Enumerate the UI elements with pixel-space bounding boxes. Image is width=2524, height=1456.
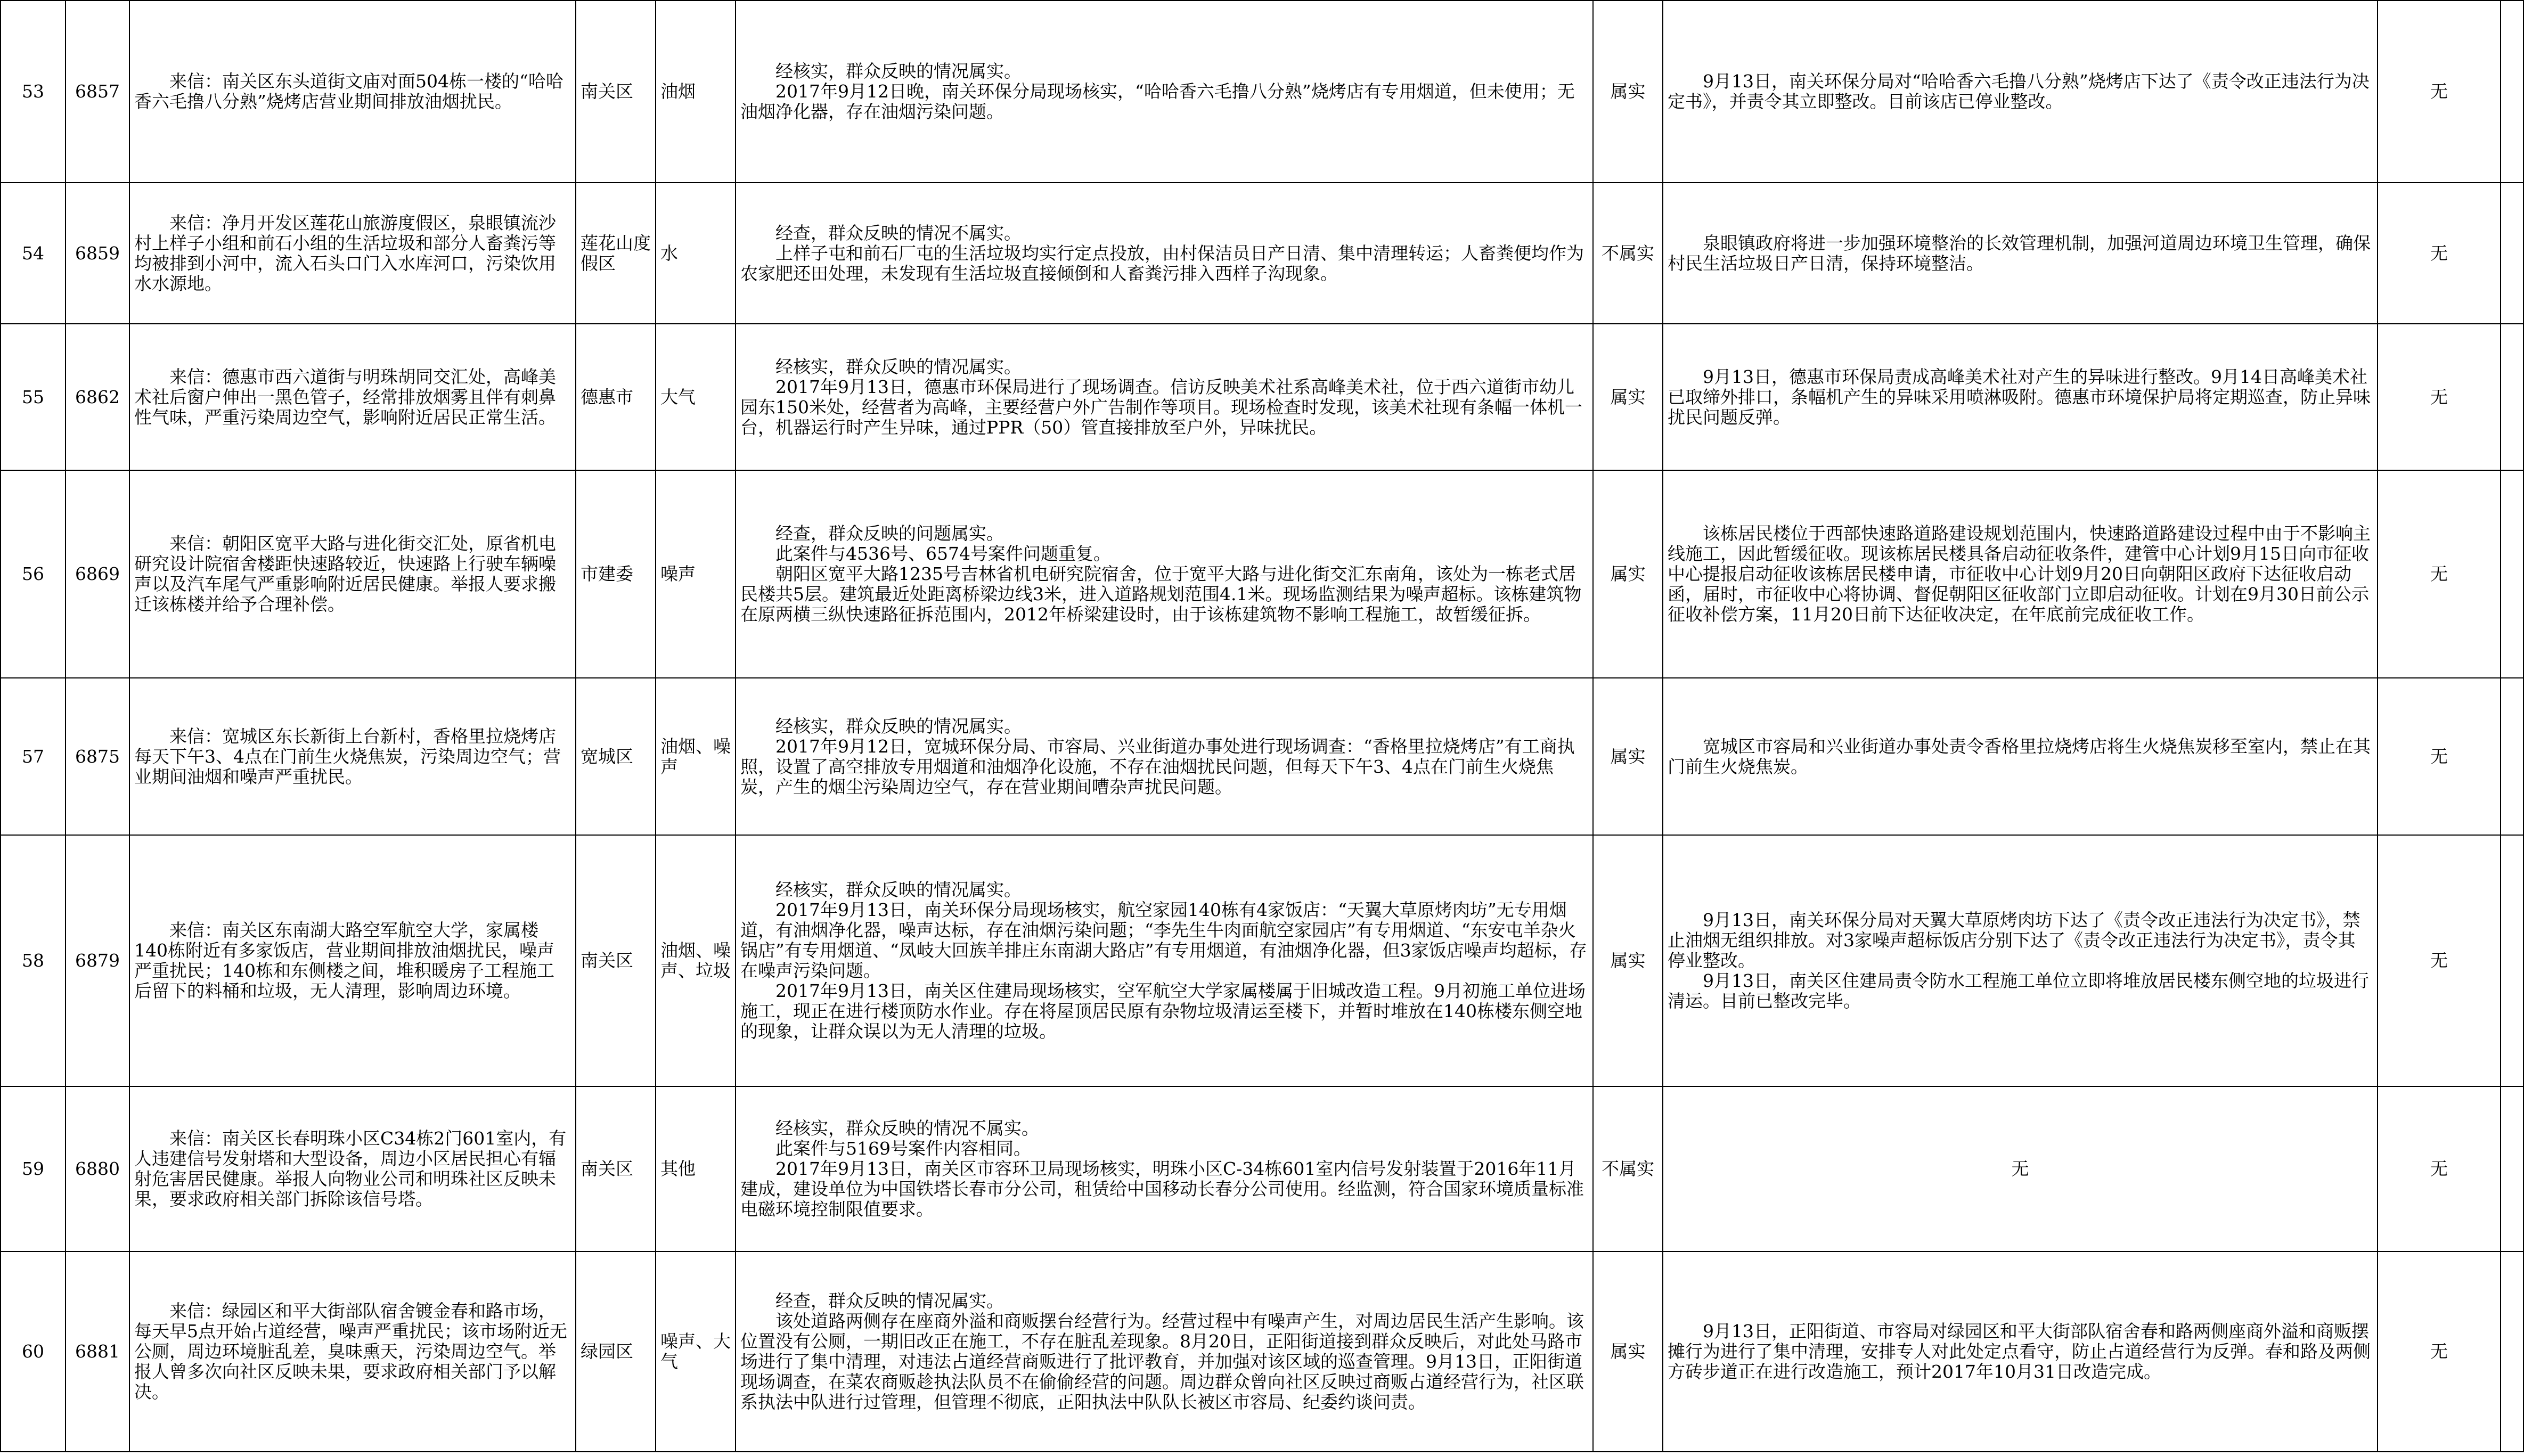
verdict-cell: 属实 bbox=[1593, 835, 1663, 1086]
complaint-cell bbox=[129, 1, 576, 183]
pollution-type-cell: 其他 bbox=[656, 1086, 736, 1251]
empty-cell bbox=[2501, 324, 2523, 470]
action-cell-paragraph: 宽城区市容局和兴业街道办事处责令香格里拉烧烤店将生火烧焦炭移至室内，禁止在其门前生火烧焦炭。 bbox=[1668, 735, 2371, 777]
findings-cell-paragraph: 经核实，群众反映的情况属实。 bbox=[775, 715, 1022, 737]
action-cell bbox=[1663, 678, 2378, 835]
case-id-cell: 6880 bbox=[66, 1086, 129, 1251]
table-row bbox=[1, 183, 2523, 324]
row-number-cell: 56 bbox=[1, 470, 66, 678]
action-cell bbox=[1663, 324, 2378, 470]
pollution-type-cell: 油烟、噪声、垃圾 bbox=[656, 835, 736, 1086]
remark-cell: 无 bbox=[2378, 835, 2501, 1086]
complaint-text: 来信：南关区东南湖大路空军航空大学，家属楼140栋附近有多家饭店，营业期间排放油烟扰民，噪声严重扰民；140栋和东侧楼之间，堆积暖房子工程施工后留下的料桶和垃圾，无人清理，影响周边环境。 bbox=[134, 920, 554, 1001]
pollution-type-cell: 油烟、噪声 bbox=[656, 678, 736, 835]
findings-cell-paragraph: 朝阳区宽平大路1235号吉林省机电研究院宿舍，位于宽平大路与进化街交汇东南角，该处为一栋老式居民楼共5层。建筑最近处距离桥梁边线3米，进入道路规划范围4.1米。现场监测结果为噪声超标。该栋建筑物在原两横三纵快速路征拆范围内，2012年桥梁建设时，由于该栋建筑物不影响工程施工，故暂缓征拆。 bbox=[740, 563, 1582, 625]
complaint-cell bbox=[129, 324, 576, 470]
empty-cell bbox=[2501, 183, 2523, 324]
row-number-cell: 57 bbox=[1, 678, 66, 835]
action-cell-paragraph: 9月13日，正阳街道、市容局对绿园区和平大街部队宿舍春和路两侧座商外溢和商贩摆摊行为进行了集中清理，安排专人对此处定点看守，防止占道经营行为反弹。春和路及两侧方砖步道正在进行改造施工，预计2017年10月31日改造完成。 bbox=[1668, 1321, 2371, 1382]
case-id-cell: 6857 bbox=[66, 1, 129, 183]
findings-cell-paragraph: 经核实，群众反映的情况不属实。 bbox=[775, 1118, 1039, 1139]
district-cell: 绿园区 bbox=[576, 1251, 656, 1452]
findings-cell-paragraph: 经查，群众反映的情况属实。 bbox=[775, 1290, 1004, 1311]
pollution-type-cell: 噪声、大气 bbox=[656, 1251, 736, 1452]
findings-cell-paragraph: 此案件与5169号案件内容相同。 bbox=[775, 1138, 1031, 1159]
table-row bbox=[1, 1, 2523, 183]
complaint-text: 来信：宽城区东长新街上台新村，香格里拉烧烤店每天下午3、4点在门前生火烧焦炭，污染周边空气；营业期间油烟和噪声严重扰民。 bbox=[134, 725, 561, 787]
case-id-cell: 6862 bbox=[66, 324, 129, 470]
findings-cell-paragraph: 经核实，群众反映的情况属实。 bbox=[775, 61, 1022, 81]
action-cell bbox=[1663, 1, 2378, 183]
verdict-cell: 属实 bbox=[1593, 678, 1663, 835]
table-row bbox=[1, 678, 2523, 835]
row-number-cell: 54 bbox=[1, 183, 66, 324]
action-cell-paragraph: 9月13日，南关环保分局对天翼大草原烤肉坊下达了《责令改正违法行为决定书》，禁止油烟无组织排放。对3家噪声超标饭店分别下达了《责令改正违法行为决定书》，责令其停业整改。 bbox=[1668, 910, 2360, 971]
empty-cell bbox=[2501, 470, 2523, 678]
remark-cell: 无 bbox=[2378, 470, 2501, 678]
findings-cell-paragraph: 2017年9月12日，宽城环保分局、市容局、兴业街道办事处进行现场调查：“香格里拉烧烤店”有工商执照，设置了高空排放专用烟道和油烟净化设施，不存在油烟扰民问题，但每天下午3、4点在门前生火烧焦炭，产生的烟尘污染周边空气，存在营业期间嘈杂声扰民问题。 bbox=[740, 735, 1575, 797]
district-cell: 南关区 bbox=[576, 1086, 656, 1251]
district-cell: 宽城区 bbox=[576, 678, 656, 835]
district-cell: 南关区 bbox=[576, 835, 656, 1086]
remark-cell: 无 bbox=[2378, 678, 2501, 835]
action-cell bbox=[1663, 183, 2378, 324]
table-row bbox=[1, 1086, 2523, 1251]
row-number-cell: 59 bbox=[1, 1086, 66, 1251]
remark-cell: 无 bbox=[2378, 324, 2501, 470]
findings-cell-paragraph: 2017年9月13日，南关区住建局现场核实，空军航空大学家属楼属于旧城改造工程。9月初施工单位进场施工，现正在进行楼顶防水作业。存在将屋顶居民原有杂物垃圾清运至楼下，并暂时堆放在140栋楼东侧空地的现象，让群众误以为无人清理的垃圾。 bbox=[740, 980, 1586, 1042]
complaint-cell bbox=[129, 678, 576, 835]
verdict-cell: 属实 bbox=[1593, 324, 1663, 470]
action-cell bbox=[1663, 470, 2378, 678]
complaint-text: 来信：南关区东头道街文庙对面504栋一楼的“哈哈香六毛撸八分熟”烧烤店营业期间排放油烟扰民。 bbox=[134, 71, 563, 112]
complaint-cell bbox=[129, 470, 576, 678]
district-cell: 德惠市 bbox=[576, 324, 656, 470]
complaint-text: 来信：净月开发区莲花山旅游度假区，泉眼镇流沙村上样子小组和前石小组的生活垃圾和部分人畜粪污等均被排到小河中，流入石头口门入水库河口，污染饮用水水源地。 bbox=[134, 212, 556, 294]
row-number-cell: 58 bbox=[1, 835, 66, 1086]
row-number-cell: 60 bbox=[1, 1251, 66, 1452]
empty-cell bbox=[2501, 835, 2523, 1086]
pollution-type-cell: 水 bbox=[656, 183, 736, 324]
complaint-text: 来信：南关区长春明珠小区C34栋2门601室内，有人违建信号发射塔和大型设备，周边小区居民担心有辐射危害居民健康。举报人向物业公司和明珠社区反映未果，要求政府相关部门拆除该信号塔。 bbox=[134, 1128, 567, 1209]
complaint-text: 来信：朝阳区宽平大路与进化街交汇处，原省机电研究设计院宿舍楼距快速路较近，快速路上行驶车辆噪声以及汽车尾气严重影响附近居民健康。举报人要求搬迁该栋楼并给予合理补偿。 bbox=[134, 533, 556, 615]
findings-cell-paragraph: 经查，群众反映的情况不属实。 bbox=[775, 222, 1022, 243]
case-id-cell: 6879 bbox=[66, 835, 129, 1086]
table-row bbox=[1, 835, 2523, 1086]
findings-cell bbox=[736, 470, 1593, 678]
verdict-cell: 属实 bbox=[1593, 470, 1663, 678]
action-cell-paragraph: 该栋居民楼位于西部快速路道路建设规划范围内，快速路道路建设过程中由于不影响主线施工，因此暂缓征收。现该栋居民楼具备启动征收条件，建管中心计划9月15日向市征收中心提报启动征收该栋居民楼申请，市征收中心计划9月20日向朝阳区政府下达征收启动函，届时，市征收中心将协调、督促朝阳区征收部门立即启动征收。计划在9月30日前公示征收补偿方案，11月20日前下达征收决定，在年底前完成征收工作。 bbox=[1668, 523, 2371, 625]
table-body bbox=[1, 1, 2523, 1452]
findings-cell-paragraph: 该处道路两侧存在座商外溢和商贩摆台经营行为。经营过程中有噪声产生，对周边居民生活产生影响。该位置没有公厕，一期旧改正在施工，不存在脏乱差现象。8月20日，正阳街道接到群众反映后，对此处马路市场进行了集中清理，对违法占道经营商贩进行了批评教育，并加强对该区域的巡查管理。9月13日，正阳街道现场调查，在菜农商贩趁执法队员不在偷偷经营的问题。周边群众曾向社区反映过商贩占道经营行为，社区联系执法中队进行过管理，但管理不彻底，正阳执法中队队长被区市容局、纪委约谈问责。 bbox=[740, 1311, 1584, 1412]
district-cell: 莲花山度假区 bbox=[576, 183, 656, 324]
action-cell-paragraph: 9月13日，南关环保分局对“哈哈香六毛撸八分熟”烧烤店下达了《责令改正违法行为决定书》，并责令其立即整改。目前该店已停业整改。 bbox=[1668, 71, 2370, 112]
action-cell-paragraph: 无 bbox=[2011, 1158, 2029, 1179]
action-cell bbox=[1663, 835, 2378, 1086]
case-id-cell: 6859 bbox=[66, 183, 129, 324]
row-number-cell: 55 bbox=[1, 324, 66, 470]
findings-cell-paragraph: 2017年9月12日晚，南关环保分局现场核实，“哈哈香六毛撸八分熟”烧烤店有专用烟道，但未使用；无油烟净化器，存在油烟污染问题。 bbox=[740, 81, 1575, 122]
findings-cell-paragraph: 经查，群众反映的问题属实。 bbox=[775, 523, 1004, 544]
empty-cell bbox=[2501, 678, 2523, 835]
complaint-cell bbox=[129, 1251, 576, 1452]
findings-cell bbox=[736, 1251, 1593, 1452]
remark-cell: 无 bbox=[2378, 1086, 2501, 1251]
empty-cell bbox=[2501, 1251, 2523, 1452]
action-cell-paragraph: 9月13日，南关区住建局责令防水工程施工单位立即将堆放居民楼东侧空地的垃圾进行清运。目前已整改完毕。 bbox=[1668, 970, 2369, 1011]
remark-cell: 无 bbox=[2378, 183, 2501, 324]
action-cell-paragraph: 泉眼镇政府将进一步加强环境整治的长效管理机制，加强河道周边环境卫生管理，确保村民生活垃圾日产日清，保持环境整洁。 bbox=[1668, 232, 2371, 274]
action-cell bbox=[1663, 1086, 2378, 1251]
table-row bbox=[1, 324, 2523, 470]
district-cell: 南关区 bbox=[576, 1, 656, 183]
case-id-cell: 6875 bbox=[66, 678, 129, 835]
case-id-cell: 6869 bbox=[66, 470, 129, 678]
district-cell: 市建委 bbox=[576, 470, 656, 678]
empty-cell bbox=[2501, 1086, 2523, 1251]
findings-cell-paragraph: 2017年9月13日，南关区市容环卫局现场核实，明珠小区C-34栋601室内信号发射装置于2016年11月建成，建设单位为中国铁塔长春市分公司，租赁给中国移动长春分公司使用。经监测，符合国家环境质量标准电磁环境控制限值要求。 bbox=[740, 1158, 1584, 1220]
verdict-cell: 属实 bbox=[1593, 1251, 1663, 1452]
findings-cell-paragraph: 2017年9月13日，南关环保分局现场核实，航空家园140栋有4家饭店：“天翼大草原烤肉坊”无专用烟道，有油烟净化器，噪声达标，存在油烟污染问题；“李先生牛肉面航空家园店”有专用烟道、“东安屯羊杂火锅店”有专用烟道、“凤岐大回族羊排庄东南湖大路店”有专用烟道，有油烟净化器，但3家饭店噪声均超标，存在噪声污染问题。 bbox=[740, 899, 1587, 981]
verdict-cell: 不属实 bbox=[1593, 1086, 1663, 1251]
verdict-cell: 属实 bbox=[1593, 1, 1663, 183]
findings-cell bbox=[736, 324, 1593, 470]
action-cell bbox=[1663, 1251, 2378, 1452]
complaint-text: 来信：绿园区和平大街部队宿舍镀金春和路市场，每天早5点开始占道经营，噪声严重扰民；该市场附近无公厕，周边环境脏乱差，臭味熏天，污染周边空气。举报人曾多次向社区反映未果，要求政府相关部门予以解决。 bbox=[134, 1300, 567, 1402]
complaint-text: 来信：德惠市西六道街与明珠胡同交汇处，高峰美术社后窗户伸出一黑色管子，经常排放烟雾且伴有刺鼻性气味，严重污染周边空气，影响附近居民正常生活。 bbox=[134, 366, 556, 428]
findings-cell-paragraph: 此案件与4536号、6574号案件问题重复。 bbox=[775, 543, 1111, 564]
complaint-cell bbox=[129, 183, 576, 324]
findings-cell-paragraph: 2017年9月13日，德惠市环保局进行了现场调查。信访反映美术社系高峰美术社，位于西六道街市幼儿园东150米处，经营者为高峰，主要经营户外广告制作等项目。现场检查时发现，该美术社现有条幅一体机一台，机器运行时产生异味，通过PPR（50）管直接排放至户外，异味扰民。 bbox=[740, 376, 1582, 438]
pollution-type-cell: 大气 bbox=[656, 324, 736, 470]
complaint-cell bbox=[129, 1086, 576, 1251]
table-row bbox=[1, 1251, 2523, 1452]
findings-cell bbox=[736, 1, 1593, 183]
findings-cell bbox=[736, 678, 1593, 835]
findings-cell-paragraph: 上样子屯和前石厂屯的生活垃圾均实行定点投放，由村保洁员日产日清、集中清理转运；人畜粪便均作为农家肥还田处理，未发现有生活垃圾直接倾倒和人畜粪污排入西样子沟现象。 bbox=[740, 242, 1584, 284]
pollution-type-cell: 噪声 bbox=[656, 470, 736, 678]
remark-cell: 无 bbox=[2378, 1251, 2501, 1452]
action-cell-paragraph: 9月13日，德惠市环保局责成高峰美术社对产生的异味进行整改。9月14日高峰美术社已取缔外排口，条幅机产生的异味采用喷淋吸附。德惠市环境保护局将定期巡查，防止异味扰民问题反弹。 bbox=[1668, 366, 2371, 428]
case-id-cell: 6881 bbox=[66, 1251, 129, 1452]
table-row bbox=[1, 470, 2523, 678]
verdict-cell: 不属实 bbox=[1593, 183, 1663, 324]
findings-cell-paragraph: 经核实，群众反映的情况属实。 bbox=[775, 356, 1022, 377]
pollution-type-cell: 油烟 bbox=[656, 1, 736, 183]
empty-cell bbox=[2501, 1, 2523, 183]
complaint-cell bbox=[129, 835, 576, 1086]
remark-cell: 无 bbox=[2378, 1, 2501, 183]
findings-cell bbox=[736, 183, 1593, 324]
row-number-cell: 53 bbox=[1, 1, 66, 183]
findings-cell bbox=[736, 835, 1593, 1086]
findings-cell bbox=[736, 1086, 1593, 1251]
findings-cell-paragraph: 经核实，群众反映的情况属实。 bbox=[775, 879, 1022, 900]
